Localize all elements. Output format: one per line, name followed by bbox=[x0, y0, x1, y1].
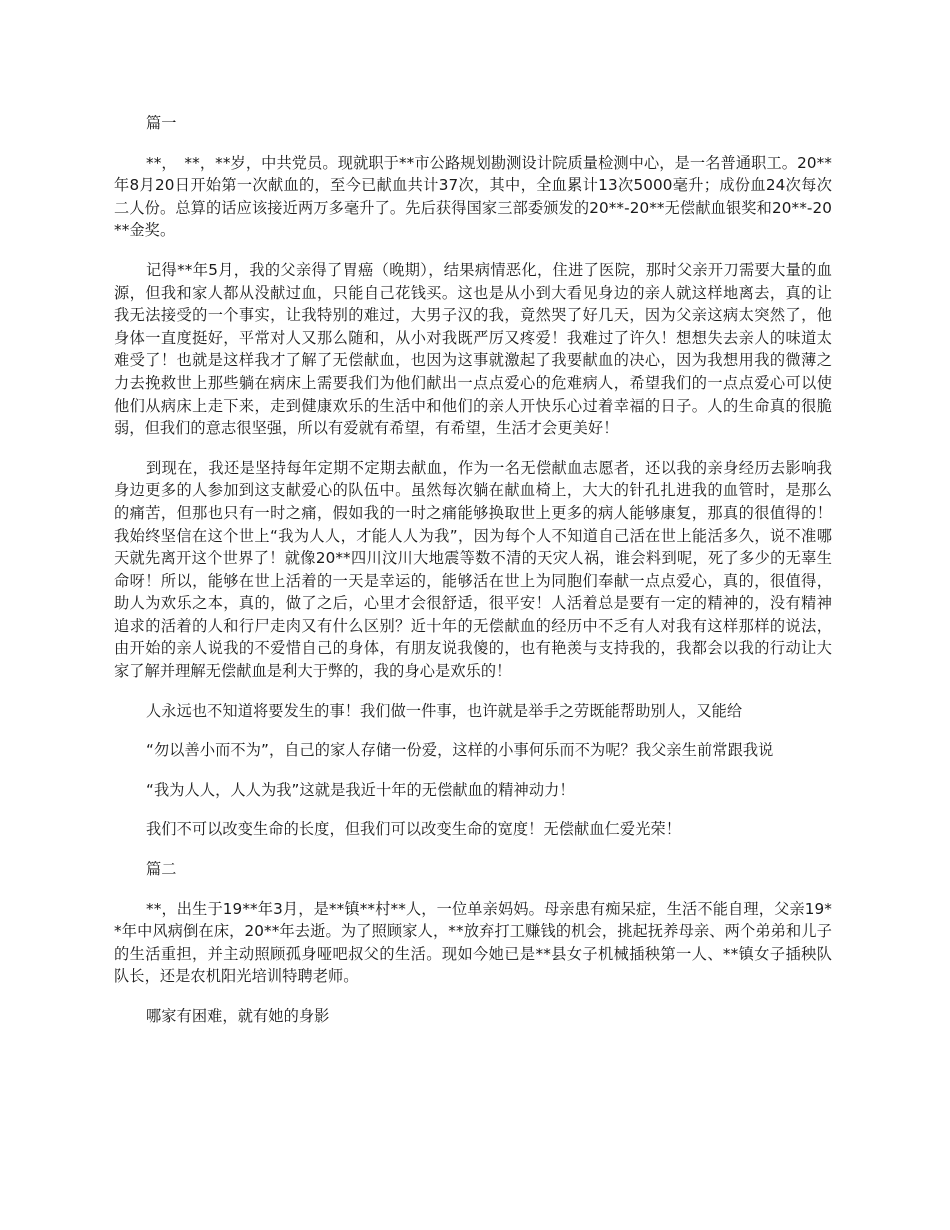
paragraph: 人永远也不知道将要发生的事！我们做一件事，也许就是举手之劳既能帮助别人，又能给 bbox=[146, 701, 743, 720]
paragraph: **， **，**岁，中共党员。现就职于**市公路规划勘测设计院质量检测中心，是一名普通职工。20**年8月20日开始第一次献血的，至今已献血共计37次，其中，全血累计13次5000毫升；成份血24次每次二人份。总算的话应该接近两万多毫升了。先后获得国家三部委颁发的20**-20**无偿献血银奖和20**-20**金奖。 bbox=[114, 153, 832, 240]
section-heading-2: 篇二 bbox=[146, 860, 177, 879]
paragraph: 哪家有困难，就有她的身影 bbox=[146, 1007, 330, 1025]
paragraph: 记得**年5月，我的父亲得了胃癌（晚期），结果病情恶化，住进了医院，那时父亲开刀需要大量的血源，但我和家人都从没献过血，只能自己花钱买。这也是从小到大看见身边的亲人就这样地离去，真的让我无法接受的一个事实，让我特别的难过，大男子汉的我，竟然哭了好几天，因为父亲这病太突然了，他身体一直度挺好，平常对人又那么随和，从小对我既严厉又疼爱！我难过了许久！想想失去亲人的味道太难受了！也就是这样我才了解了无偿献血，也因为这事就激起了我要献血的决心，因为我想用我的微薄之力去挽救世上那些躺在病床上需要我们为他们献出一点点爱心的危难病人，希望我们的一点点爱心可以使他们从病床上走下来，走到健康欢乐的生活中和他们的亲人开快乐心过着幸福的日子。人的生命真的很脆弱，但我们的意志很坚强，所以有爱就有希望，有希望，生活才会更美好！ bbox=[114, 260, 832, 438]
section-heading-1: 篇一 bbox=[146, 114, 177, 132]
paragraph: 到现在，我还是坚持每年定期不定期去献血，作为一名无偿献血志愿者，还以我的亲身经历去影响我身边更多的人参加到这支献爱心的队伍中。虽然每次躺在献血椅上，大大的针孔扎进我的血管时，是那么的痛苦，但那也只有一时之痛，假如我的一时之痛能够换取世上更多的病人能够康复，那真的很值得的！我始终坚信在这个世上“我为人人，才能人人为我”，因为每个人不知道自己活在世上能活多久，说不准哪天就先离开这个世界了！就像20**四川汶川大地震等数不清的天灾人祸，谁会料到呢，死了多少的无辜生命呀！所以，能够在世上活着的一天是幸运的，能够活在世上为同胞们奉献一点点爱心，真的，很值得，助人为欢乐之本，真的，做了之后，心里才会很舒适，很平安！人活着总是要有一定的精神的，没有精神追求的活着的人和行尸走肉又有什么区别？近十年的无偿献血的经历中不乏有人对我有这样那样的说法，由开始的亲人说我的不爱惜自己的身体，有朋友说我傻的，也有艳羡与支持我的，我都会以我的行动让大家了解并理解无偿献血是利大于弊的，我的身心是欢乐的！ bbox=[114, 458, 832, 681]
paragraph: “我为人人，人人为我”这就是我近十年的无偿献血的精神动力！ bbox=[146, 780, 575, 799]
paragraph: “勿以善小而不为”，自己的家人存储一份爱，这样的小事何乐而不为呢？我父亲生前常跟我说 bbox=[146, 741, 774, 760]
paragraph: **，出生于19**年3月，是**镇**村**人，一位单亲妈妈。母亲患有痴呆症，生活不能自理，父亲19**年中风病倒在床，20**年去逝。为了照顾家人，**放弃打工赚钱的机会，挑起抚养母亲、两个弟弟和儿子的生活重担，并主动照顾孤身哑吧叔父的生活。现如今她已是**县女子机械插秧第一人、**镇女子插秧队队长，还是农机阳光培训特聘老师。 bbox=[114, 899, 832, 986]
document-page bbox=[114, 112, 832, 1045]
paragraph: 我们不可以改变生命的长度，但我们可以改变生命的宽度！无偿献血仁爱光荣！ bbox=[146, 820, 682, 839]
